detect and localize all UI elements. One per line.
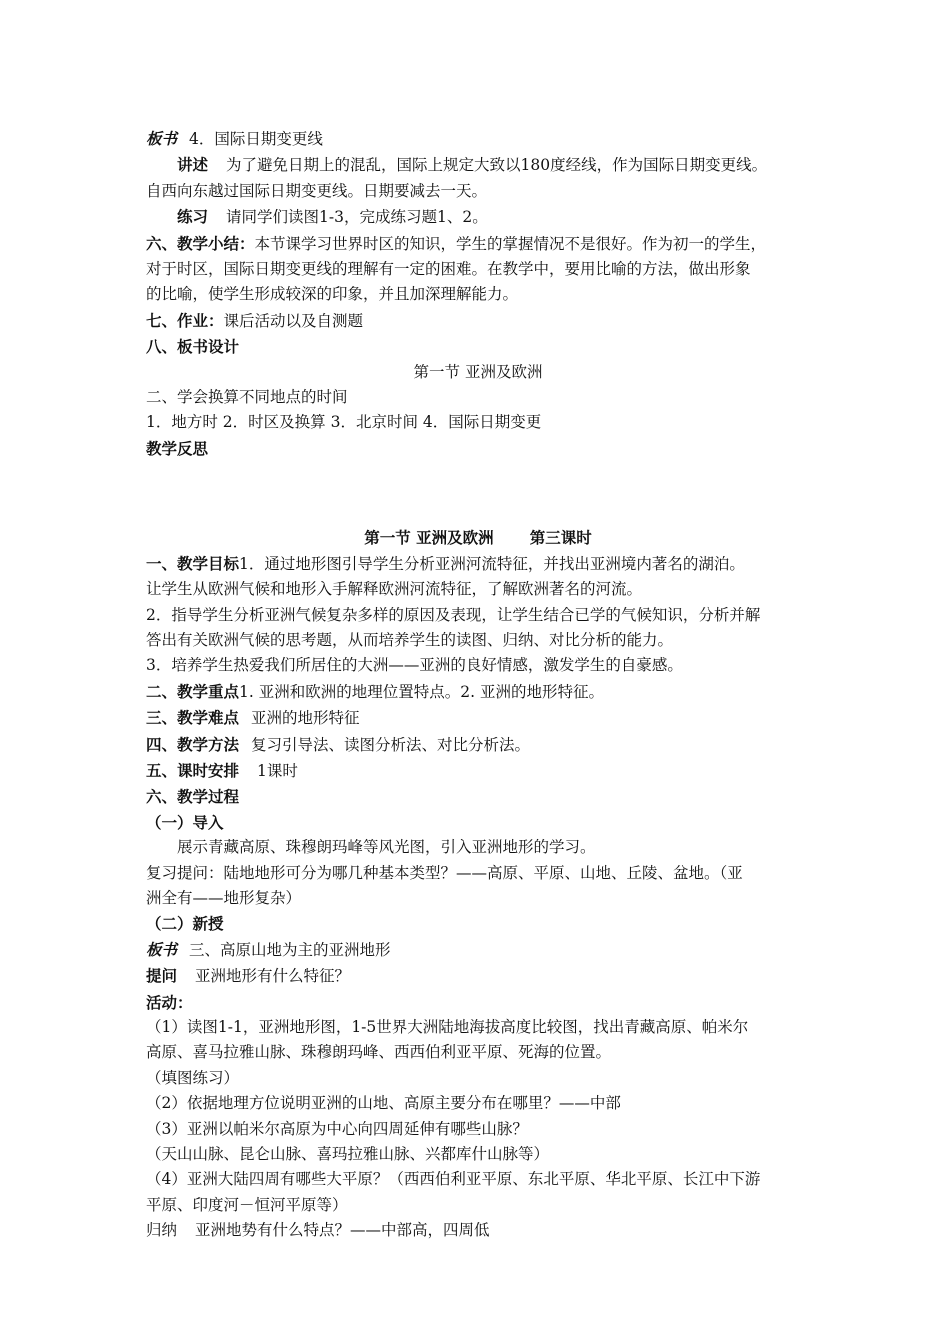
summary-line-2: 对于时区，国际日期变更线的理解有一定的困难。在教学中，要用比喻的方法，做出形象 [146,260,751,279]
activity-item-3: （3）亚洲以帕米尔高原为中心向四周延伸有哪些山脉？ [146,1119,528,1138]
schedule-text: 1课时 [257,761,298,780]
review-line-2: 洲全有——地形复杂） [146,888,302,907]
lecture-label: 讲述 [177,155,209,175]
method-label: 四、教学方法 [146,734,240,754]
goals-line-5: 3．培养学生热爱我们所居住的大洲——亚洲的良好情感，激发学生的自豪感。 [146,656,683,675]
practice-label: 练习 [177,207,209,227]
reflection-heading: 教学反思 [146,438,209,458]
practice-text: 请同学们读图1-3，完成练习题1、2。 [226,208,488,227]
goals-label: 一、教学目标 [146,553,240,573]
goals-line-3: 2．指导学生分析亚洲气候复杂多样的原因及表现，让学生结合已学的气候知识，分析并解 [146,605,761,624]
activity-heading: 活动： [146,992,193,1012]
conclusion-text: 亚洲地势有什么特点？——中部高，四周低 [195,1221,490,1240]
lecture-line-cont: 自西向东越过国际日期变更线。日期要减去一天。 [146,181,488,200]
lecture-line [146,152,810,178]
homework-text: 课后活动以及自测题 [223,311,364,330]
lesson-period: 第三课时 [529,528,592,548]
board-text: 三、高原山地为主的亚洲地形 [189,940,391,959]
summary-line [146,231,810,257]
activity-fill-note: （填图练习） [146,1068,240,1087]
key-label: 二、教学重点 [146,681,240,701]
schedule-label: 五、课时安排 [146,760,240,780]
conclusion-label: 归纳 [146,1221,178,1240]
board-line-asia-terrain [146,937,810,963]
question-text: 亚洲地形有什么特征？ [195,967,351,986]
lecture-text: 为了避免日期上的混乱，国际上规定大致以180度经线，作为国际日期变更线。 [226,156,768,175]
method-line [146,732,810,758]
homework-line [146,308,810,334]
conclusion-line [146,1218,810,1243]
board-label: 板书 [146,939,178,959]
activity-item-4: （4）亚洲大陆四周有哪些大平原？（西西伯利亚平原、东北平原、华北平原、长江中下游 [146,1170,761,1189]
key-text: 1. 亚洲和欧洲的地理位置特点。2. 亚洲的地形特征。 [239,682,604,701]
homework-label: 七、作业： [146,310,224,330]
board-design-heading: 八、板书设计 [146,337,240,357]
summary-line-3: 的比喻，使学生形成较深的印象，并且加深理解能力。 [146,285,519,304]
activity-item-3-answer: （天山山脉、昆仑山脉、喜玛拉雅山脉、兴都库什山脉等） [146,1145,550,1164]
question-line [146,963,810,989]
difficulty-text: 亚洲的地形特征 [251,709,360,728]
practice-line [146,204,810,230]
activity-item-1-cont: 高原、喜马拉雅山脉、珠穆朗玛峰、西西伯利亚平原、死海的位置。 [146,1043,612,1062]
board-text: 4．国际日期变更线 [189,130,323,148]
goals-text: 1．通过地形图引导学生分析亚洲河流特征，并找出亚洲境内著名的湖泊。 [239,554,745,573]
intro-heading: （一）导入 [146,812,224,832]
lesson-title-text: 第一节 亚洲及欧洲 [364,528,494,548]
board-design-line-1: 二、学会换算不同地点的时间 [146,388,348,407]
schedule-line [146,758,810,784]
activity-item-1: （1）读图1-1，亚洲地形图，1-5世界大洲陆地海拔高度比较图，找出青藏高原、帕米尔 [146,1018,749,1036]
board-label: 板书 [146,129,178,148]
intro-text: 展示青藏高原、珠穆朗玛峰等风光图，引入亚洲地形的学习。 [177,838,596,857]
difficulty-label: 三、教学难点 [146,708,240,728]
review-line: 复习提问：陆地地形可分为哪几种基本类型？——高原、平原、山地、丘陵、盆地。（亚 [146,863,743,882]
activity-item-2: （2）依据地理方位说明亚洲的山地、高原主要分布在哪里？——中部 [146,1094,621,1113]
goals-line [146,551,810,577]
question-label: 提问 [146,966,178,986]
activity-item-4-cont: 平原、印度河－恒河平原等） [146,1195,348,1214]
summary-label: 六、教学小结： [146,233,255,253]
new-lesson-heading: （二）新授 [146,914,224,934]
lesson-title [146,525,810,550]
board-design-title: 第一节 亚洲及欧洲 [413,362,543,381]
process-heading: 六、教学过程 [146,787,240,807]
goals-line-2: 让学生从欧洲气候和地形入手解释欧洲河流特征，了解欧洲著名的河流。 [146,580,643,599]
key-points-line [146,679,810,705]
goals-line-4: 答出有关欧洲气候的思考题，从而培养学生的读图、归纳、对比分析的能力。 [146,630,674,649]
method-text: 复习引导法、读图分析法、对比分析法。 [251,735,531,754]
board-design-line-2: 1．地方时 2．时区及换算 3．北京时间 4．国际日期变更 [146,413,542,432]
difficulty-line [146,705,810,731]
board-line-date-line [146,126,810,152]
summary-text: 本节课学习世界时区的知识，学生的掌握情况不是很好。作为初一的学生， [254,234,767,253]
